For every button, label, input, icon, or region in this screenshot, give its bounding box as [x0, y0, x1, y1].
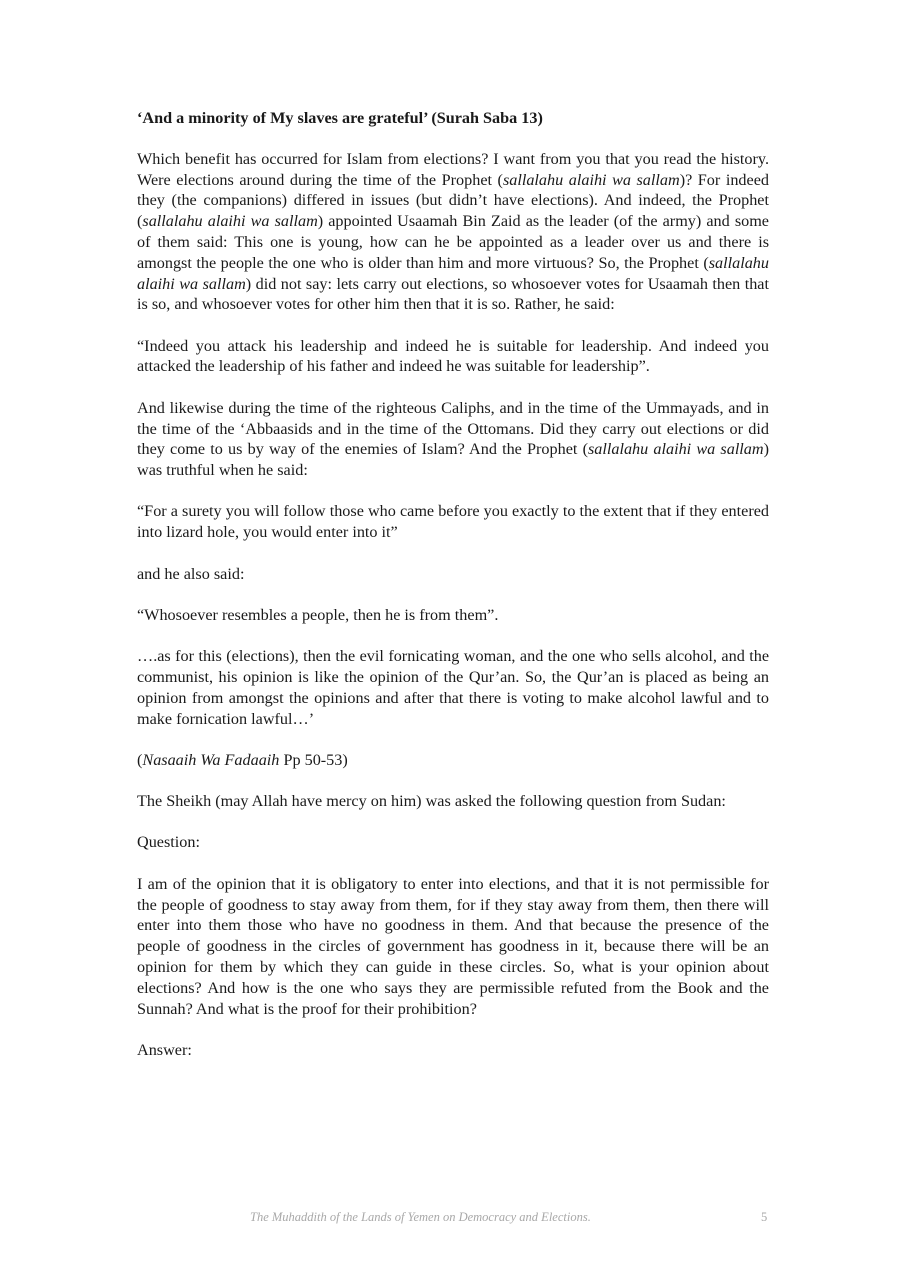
section-heading: ‘And a minority of My slaves are grateful’ (Surah Saba 13)	[137, 109, 543, 127]
salutation-italic: sallalahu alaihi wa sallam	[587, 440, 764, 459]
paragraph-he-also-said: and he also said:	[137, 564, 245, 583]
text-span: ) was truthful when he said:	[137, 440, 769, 480]
hadith-quote-lizard-hole: “For a surety you will follow those who came before you exactly to the extent that if they entered into lizard hole, you would enter into it”	[137, 502, 769, 542]
question-text: I am of the opinion that it is obligatory to enter into elections, and that it is not permissible for the people of goodness to stay away from them, for if they stay away from them, then there will enter into them those who have no goodness in them. And that because the presence of the people of goodness in the circles of government has goodness in it, because there will be an opinion for them by which they can guide in these circles. So, what is your opinion about elections? And how is the one who says they are permissible refuted from the Book and the Sunnah? And what is the proof for their prohibition?	[137, 874, 769, 1018]
text-span: Pp 50-53)	[279, 750, 348, 769]
salutation-italic: sallalahu alaihi wa sallam	[137, 253, 769, 293]
text-span: ) did not say: lets carry out elections, so whosoever votes for Usaamah then that is so, and whosoever votes for other him then that it is so. Rather, he said:	[137, 274, 769, 314]
paragraph-sheikh-asked: The Sheikh (may Allah have mercy on him) was asked the following question from Sudan:	[137, 792, 726, 811]
paragraph-caliphs	[137, 398, 769, 481]
text-span: And likewise during the time of the righteous Caliphs, and in the time of the Ummayads, and in the time of the ‘Abbaasids and in the time of the Ottomans. Did they carry out elections or did they come to us by way of the enemies of Islam? And the Prophet (	[137, 398, 769, 459]
text-span: Which benefit has occurred for Islam from elections? I want from you that you read the history. Were elections around during the time of the Prophet (	[137, 149, 769, 189]
salutation-italic: sallalahu alaihi wa sallam	[142, 212, 318, 231]
page-number: 5	[761, 1210, 768, 1224]
paragraph-elections-history	[137, 149, 769, 315]
salutation-italic: sallalahu alaihi wa sallam	[502, 170, 680, 189]
document-body	[137, 108, 769, 1081]
footer-document-title: The Muhaddith of the Lands of Yemen on Democracy and Elections.	[250, 1210, 591, 1224]
paragraph-elections-opinion: ….as for this (elections), then the evil fornicating woman, and the one who sells alcohol, and the communist, his opinion is like the opinion of the Qur’an. So, the Qur’an is placed as being an opinion from amongst the opinions and after that there is voting to make alcohol lawful and to make fornication lawful…’	[137, 647, 769, 728]
question-label: Question:	[137, 833, 200, 852]
text-span: ) appointed Usaamah Bin Zaid as the leader (of the army) and some of them said: This one is young, how can he be appointed as a leader over us and there is amongst the people the one who is older than him and more virtuous? So, the Prophet (	[137, 212, 769, 272]
citation	[137, 750, 769, 771]
hadith-quote-resembles: “Whosoever resembles a people, then he is from them”.	[137, 605, 499, 624]
hadith-quote-leadership: “Indeed you attack his leadership and indeed he is suitable for leadership. And indeed you attacked the leadership of his father and indeed he was suitable for leadership”.	[137, 336, 769, 376]
citation-title: Nasaaih Wa Fadaaih	[142, 750, 280, 769]
text-span: )? For indeed they (the companions) differed in issues (but didn’t have elections). And indeed, the Prophet (	[137, 170, 769, 231]
answer-label: Answer:	[137, 1040, 192, 1059]
text-span: (	[137, 750, 143, 769]
